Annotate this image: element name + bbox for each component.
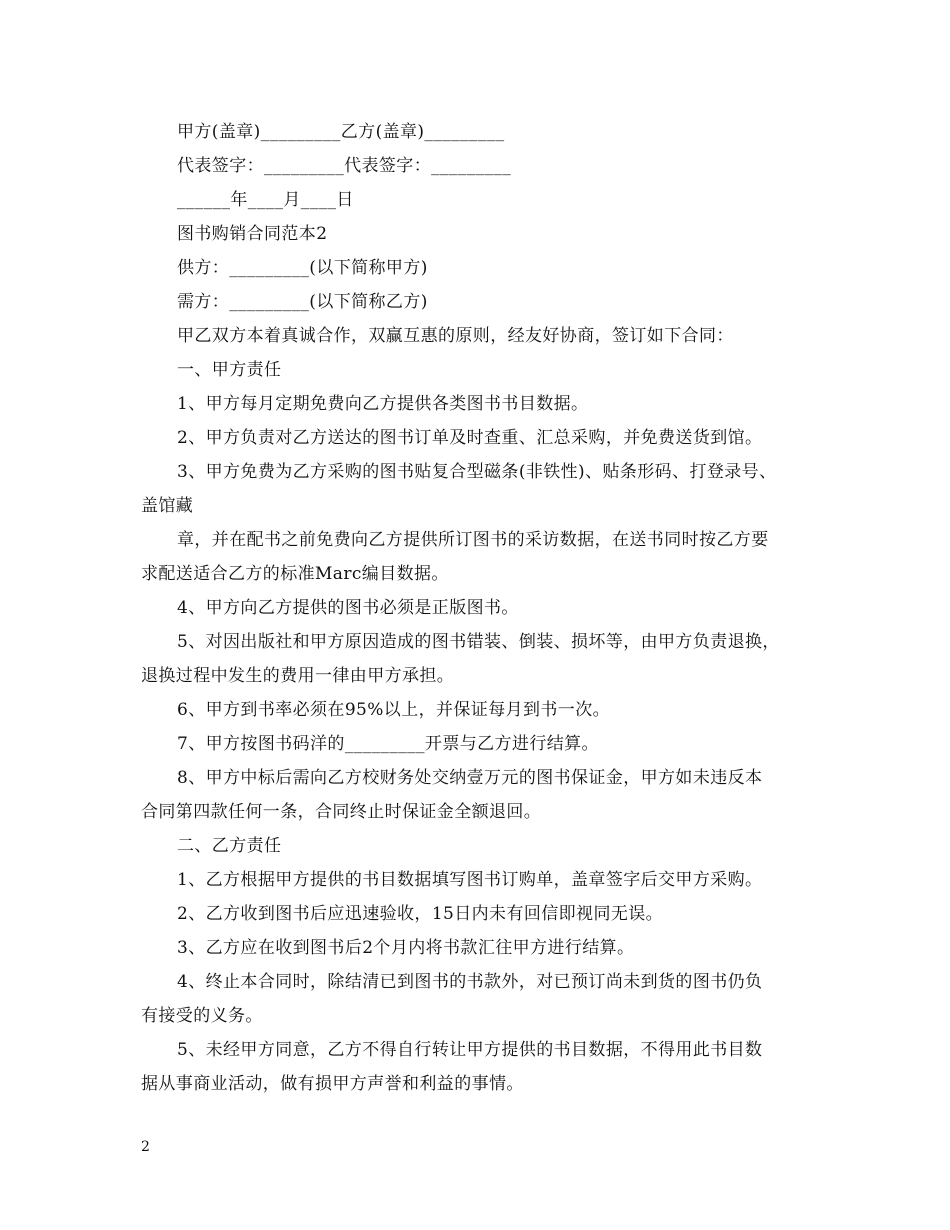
signature-line-seal: 甲方(盖章)_________乙方(盖章)_________ [177,122,505,142]
heading-party-b-responsibilities: 二、乙方责任 [177,836,282,856]
signature-line-representative: 代表签字：_________代表签字：_________ [177,156,512,176]
party-a-item: 8、甲方中标后需向乙方校财务处交纳壹万元的图书保证金，甲方如未违反本 [177,768,763,788]
party-supplier: 供方：_________(以下简称甲方) [177,258,428,278]
heading-party-a-responsibilities: 一、甲方责任 [177,360,282,380]
party-a-item: 6、甲方到书率必须在95%以上，并保证每月到书一次。 [177,700,610,720]
party-a-item-continuation: 求配送适合乙方的标准Marc编目数据。 [141,564,449,584]
party-a-item-continuation: 章，并在配书之前免费向乙方提供所订图书的采访数据，在送书同时按乙方要 [177,530,769,550]
document-body [141,115,821,1101]
party-b-item-continuation: 有接受的义务。 [141,1006,263,1026]
party-b-item: 4、终止本合同时，除结清已到图书的书款外，对已预订尚未到货的图书仍负 [177,972,763,992]
section-title: 图书购销合同范本2 [177,224,328,244]
party-buyer: 需方：_________(以下简称乙方) [177,292,428,312]
party-a-item: 1、甲方每月定期免费向乙方提供各类图书书目数据。 [177,394,589,414]
party-a-item: 4、甲方向乙方提供的图书必须是正版图书。 [177,598,519,618]
party-a-item: 2、甲方负责对乙方送达的图书订单及时查重、汇总采购，并免费送货到馆。 [177,428,763,448]
party-b-item: 2、乙方收到图书后应迅速验收，15日内未有回信即视同无误。 [177,904,664,924]
party-a-item-continuation: 合同第四款任何一条，合同终止时保证金全额退回。 [141,802,542,822]
party-a-item: 3、甲方免费为乙方采购的图书贴复合型磁条(非铁性)、贴条形码、打登录号、 [177,462,777,482]
party-b-item-continuation: 据从事商业活动，做有损甲方声誉和利益的事情。 [141,1074,524,1094]
party-b-item: 5、未经甲方同意，乙方不得自行转让甲方提供的书目数据，不得用此书目数 [177,1040,763,1060]
party-a-item-continuation: 退换过程中发生的费用一律由甲方承担。 [141,666,455,686]
party-b-item: 3、乙方应在收到图书后2个月内将书款汇往甲方进行结算。 [177,938,635,958]
preamble: 甲乙双方本着真诚合作，双赢互惠的原则，经友好协商，签订如下合同： [177,326,734,346]
page-number: 2 [141,1139,150,1155]
party-b-item: 1、乙方根据甲方提供的书目数据填写图书订购单，盖章签字后交甲方采购。 [177,870,763,890]
party-a-item: 7、甲方按图书码洋的_________开票与乙方进行结算。 [177,734,599,754]
party-a-item-continuation: 盖馆藏 [141,496,194,516]
signature-line-date: ______年____月____日 [177,190,354,210]
party-a-item: 5、对因出版社和甲方原因造成的图书错装、倒装、损坏等，由甲方负责退换， [177,632,780,652]
